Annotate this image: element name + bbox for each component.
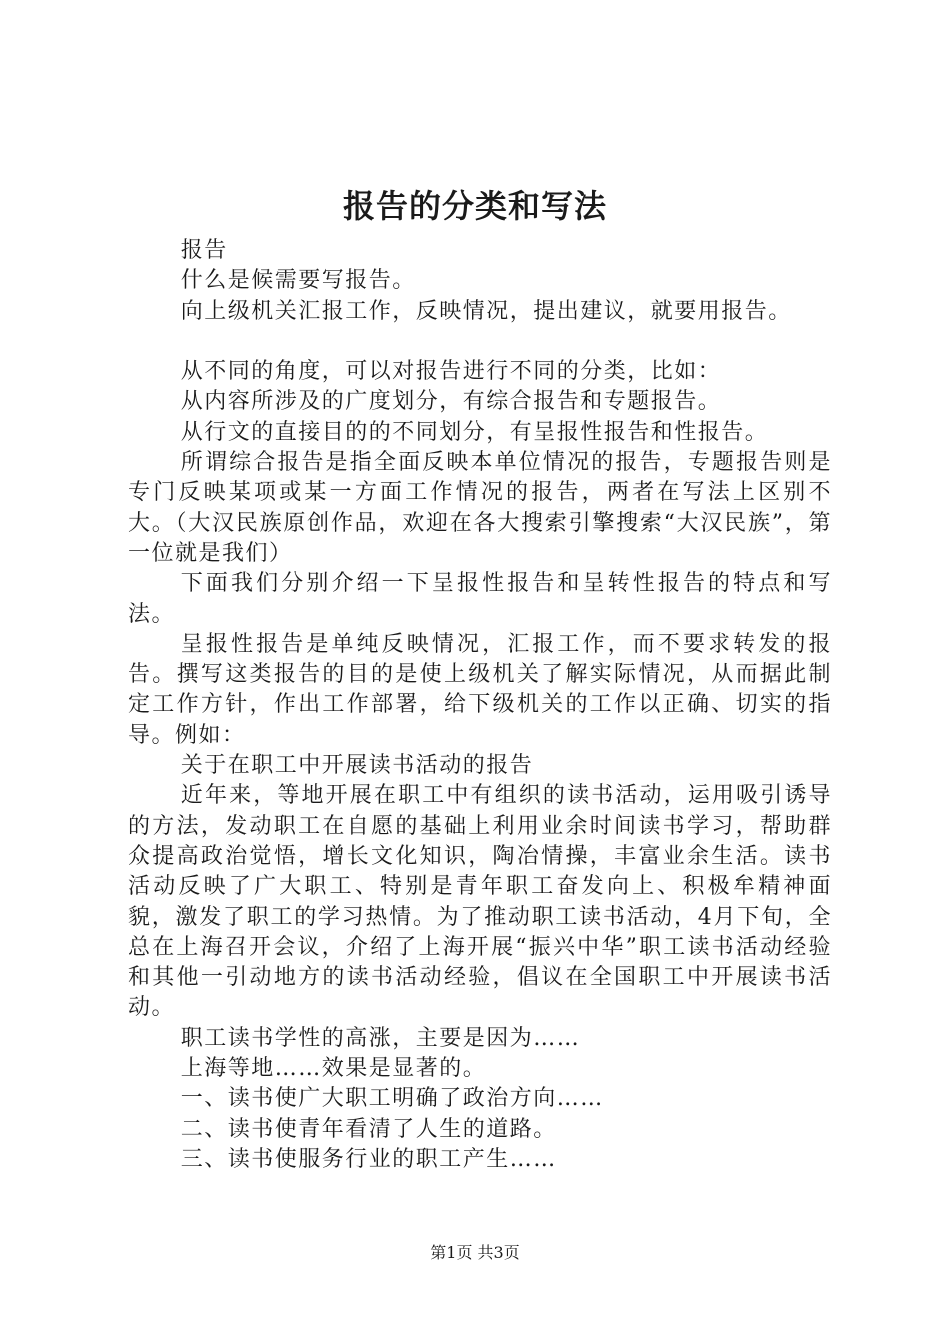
paragraph: 关于在职工中开展读书活动的报告 <box>180 753 534 779</box>
paragraph: 近年来，等地开展在职工中有组织的读书活动，运用吸引诱导的方法，发动职工在自愿的基础上利用业余时间读书学习，帮助群众提高政治觉悟，增长文化知识，陶冶情操，丰富业余生活。读书活动反映了广大职工、特别是青年职工奋发向上、积极牟精神面貌，激发了职工的学习热情。为了推动职工读书活动，4月下旬，全总在上海召开会议，介绍了上海开展“振兴中华”职工读书活动经验和其他一引动地方的读书活动经验，倡议在全国职工中开展读书活动。 <box>128 783 832 1021</box>
page-footer: 第1页 共3页 <box>430 1243 520 1262</box>
paragraph: 三、读书使服务行业的职工产生…… <box>180 1146 557 1172</box>
paragraph: 报告 <box>180 238 228 263</box>
paragraph: 职工读书学性的高涨，主要是因为…… <box>180 1025 581 1051</box>
paragraph: 所谓综合报告是指全面反映本单位情况的报告，专题报告则是专门反映某项或某一方面工作情况的报告，两者在写法上区别不大。（大汉民族原创作品，欢迎在各大搜索引擎搜索“大汉民族”，第一位就是我们） <box>128 450 832 566</box>
paragraph: 呈报性报告是单纯反映情况，汇报工作，而不要求转发的报告。撰写这类报告的目的是使上级机关了解实际情况，从而据此制定工作方针，作出工作部署，给下级机关的工作以正确、切实的指导。例如： <box>128 631 832 748</box>
blank-line <box>128 327 832 357</box>
paragraph: 二、读书使青年看清了人生的道路。 <box>180 1116 557 1142</box>
document-body <box>128 236 832 1175</box>
paragraph: 从不同的角度，可以对报告进行不同的分类，比如： <box>180 359 722 385</box>
paragraph: 从内容所涉及的广度划分，有综合报告和专题报告。 <box>180 389 722 415</box>
paragraph: 下面我们分别介绍一下呈报性报告和呈转性报告的特点和写法。 <box>128 571 832 627</box>
paragraph: 向上级机关汇报工作，反映情况，提出建议，就要用报告。 <box>180 298 792 324</box>
paragraph: 从行文的直接目的的不同划分，有呈报性报告和性报告。 <box>180 419 769 445</box>
paragraph: 什么是候需要写报告。 <box>180 268 416 294</box>
document-title: 报告的分类和写法 <box>342 187 607 225</box>
paragraph: 一、读书使广大职工明确了政治方向…… <box>180 1086 604 1112</box>
paragraph: 上海等地……效果是显著的。 <box>180 1056 487 1082</box>
